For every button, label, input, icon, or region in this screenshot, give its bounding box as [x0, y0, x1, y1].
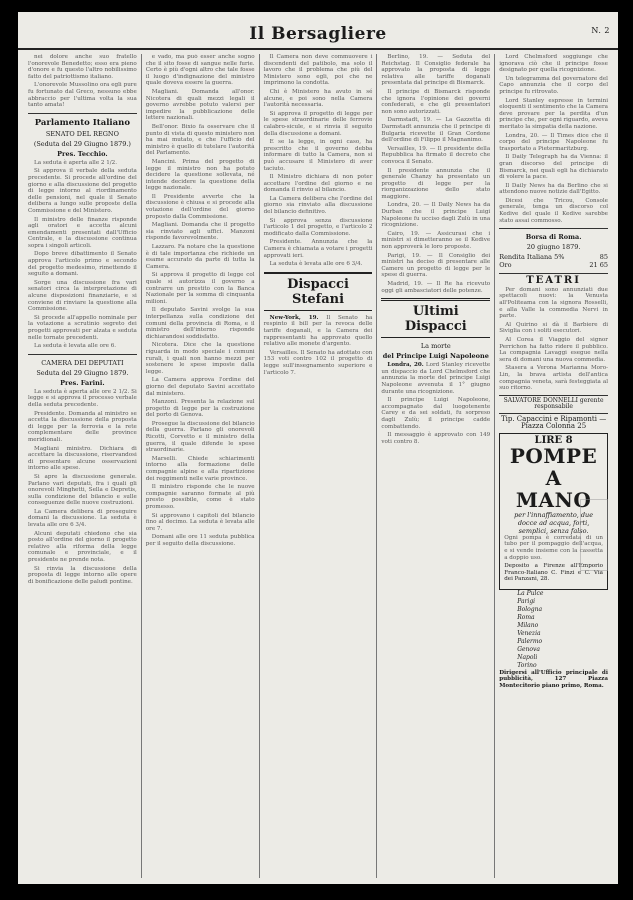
ultimi-first-city: Londra, 20. [387, 362, 424, 369]
advert-cities [517, 590, 608, 670]
city-3: Roma [517, 613, 535, 621]
city-0: La Pulce [517, 589, 544, 597]
rendita-label: Rendita Italiana 5% [499, 253, 565, 262]
oro-row [499, 261, 608, 269]
senato-seduta: (Seduta del 29 Giugno 1879.) [33, 139, 131, 148]
borsa-date: 20 giugno 1879. [526, 243, 581, 252]
dispacci-first-city: New-York, 19. [269, 314, 319, 321]
rendita-row [499, 253, 608, 261]
tipografia: Tip. Capaccini e Ripamonti — Piazza Colonna 25 [500, 414, 607, 430]
rendita-value: 85 [599, 253, 608, 262]
senato-heading: SENATO DEL REGNO [45, 129, 119, 138]
city-7: Genova [517, 645, 540, 653]
newspaper-page [18, 12, 618, 884]
ultimi-sub2: del Principe Luigi Napoleone [382, 352, 489, 361]
parlamento-heading: Parlamento Italiano [34, 117, 131, 128]
oro-value: 21 65 [589, 261, 608, 270]
city-6: Palermo [517, 637, 543, 645]
column-2: e vado, ma può esser anche sogno che il sito fosse di sangue nelle furie. Certo è più d'ogni altro che tale fosse il luogo d'indignazione del ministro quale doveva essere la guerra. Magliani. Domanda all'onor. Nicotera di quali mezzi legali il governo avrebbe potuto valersi per impedire la pubblicazione delle lettere nazionali. Bell'onor. Bixio fa osservare che il punto di vista di questo ministero non ha mai mutato, e che l'ufficio del ministro è quello di tutelare l'autorità del Parlamento. Mancini. Prima del progetto di legge il ministro non ha potuto decidere la questione sollevata, né intende decidere la questione della legge nazionale. Il Presidente avverte che la discussione è chiusa e si procede alla votazione dell'ordine del giorno proposto dalla Commissione. Magliani. Domanda che il progetto sia rinviato agli uffici. Manzoni risponde favorevolmente. Lazzaro. Fa notare che la questione è di tale importanza che richiede un esame accurato da parte di tutta la Camera. Si approva il progetto di legge col quale si autorizza il governo a contrarre un prestito con la Banca Nazionale per la somma di cinquanta milioni. Il deputato Savini svolge la sua interpellanza sulla condizione dei comuni della provincia di Roma, e il ministro dell'interno risponde dichiarandosi soddisfatto. Nicotera. Dice che la questione riguarda in modo speciale i comuni rurali, i quali non hanno mezzi per sostenere le spese imposte dalla legge. La Camera approva l'ordine del giorno del deputato Savini accettato dal ministero. Manzoni. Presenta la relazione sul progetto di legge per la costruzione del porto di Genova. Prosegue la discussione del bilancio della guerra. Parlano gli onorevoli Ricotti, Corvetto e il ministro della guerra, il quale difende le spese straordinarie. Marselli. Chiede schiarimenti intorno alla formazione delle compagnie alpine e alla ripartizione dei reggimenti nelle varie province. Il ministro risponde che le nuove compagnie saranno formate al più presto possibile, come è stato promesso. Si approvano i capitoli del bilancio fino al decimo. La seduta è levata alle ore 7. Domani alle ore 11 seduta pubblica per il seguito della discussione. [141, 54, 259, 878]
teatri-heading: TEATRI [526, 275, 581, 287]
newspaper-title: Il Bersagliere [249, 24, 387, 44]
masthead [18, 18, 618, 50]
city-8: Napoli [517, 653, 538, 661]
city-9: Torino [517, 661, 537, 669]
advert-desc: per l'innaffiamento, due docce ad acqua, forti, semplici, senza falso. [514, 510, 594, 535]
borsa-heading: Borsa di Roma. [525, 233, 582, 242]
columns [24, 54, 612, 878]
camera-president: Pres. Farini. [60, 378, 105, 387]
page-number: N. 2 [591, 26, 610, 35]
column-3: Il Camera non deve commuovere i discendenti del patibolo, ma solo il lavoro che il problema che più del Ministero sono egli, poi che ne imprimono la condotta. Chi è Ministero ha avuto in sé alcune, e poi sono nella Camera l'autorità necessaria. Si approva il progetto di legge per le spese straordinarie delle ferrovie calabro-sicule, e si rinvia il seguito della discussione a domani. E se la legge, in ogni caso, ha prescritto che il governo debba informare di tutto la Camera, non si può accusare il Ministero di aver taciuto. Il Ministro dichiara di non poter accettare l'ordine del giorno e ne domanda il rinvio al bilancio. La Camera delibera che l'ordine del giorno sia rinviato alla discussione del bilancio definitivo. Si approva senza discussione l'articolo 1 del progetto, e l'articolo 2 modificato dalla Commissione. Presidente. Annunzia che la Camera è chiamata a votare i progetti approvati ieri. La seduta è levata alle ore 6 3/4. Dispacci Stefani New-York, 19. Il Senato ha respinto il bill per la revoca delle tariffe doganali, e la Camera dei rappresentanti ha approvato quello relativo alle monete d'argento. Versailles. Il Senato ha adottato con 153 voti contro 102 il progetto di legge sull'insegnamento superiore e l'articolo 7. [259, 54, 377, 878]
column-5: Lord Chelmsford soggiunge che ignorava ciò che il principe fosse designato per quella ricognizione. Un telegramma del governatore del Capo annunzia che il corpo del principe fu ritrovato. Lord Stanley espresse in termini eloquenti il sentimento che la Camera deve provare per la perdita d'un principe che, per ogni riguardo, aveva meritato la simpatia della nazione. Londra, 20. — Il Times dice che il corpo del principe Napoleone fu trasportato a Pietermaritzburg. Il Daily Telegraph ha da Vienna: il gran discorso del principe di Bismarck, nei quali egli ha dichiarato di volere la pace. Il Daily News ha da Berlino che si attendono nuove notizie dall'Egitto. Dicesi che Tricou, Console generale, tenga un discorso col Kedive del quale il Kedive sarebbe stato assai commosso. Borsa di Roma. 20 giugno 1879. Rendita Italiana 5% 85 Oro 21 65 TEATRI Per domani sono annunziati due spettacoli nuovi: la Venusta all'Politeama con la signora Rosselli, e alla Valle la commedia Nervi in parte. Al Quirino si dà il Barbiere di Siviglia con i soliti esecutori. Al Corea il Viaggio del signor Perrichon ha fatto ridere il pubblico. La compagnia Lavaggi esegue nella sera di domani una nuova commedia. Stasera a Verona Marianna Moro-Lin, la brava artista dell'antica compagnia veneta, sarà festeggiata al suo ritorno. SALVATORE DONNELLI gerente responsabile Tip. Capaccini e Ripamonti — Piazza Colonna 25 LIRE 8 POMPE A MANO per l'innaffiamento, due docce ad acqua, forti, semplici, senza falso. Ogni pompa è corredata di un tubo per il pompaggio dell'acqua, e si vende insieme con la cassetta a doppio uso. Deposito a Firenze all'Emporio Franco-Italiano C. Finzi e C. Via dei Panzani, 28. La Pulce Parigi Bologna Roma Milano Venezia Palermo Genova Napoli Torino Dirigersi all'Ufficio principale di pubblicità, 127 Piazza Montecitorio piano primo, Roma. [494, 54, 612, 878]
ultimi-sub1: La morte [420, 342, 451, 351]
camera-heading: CAMERA DEI DEPUTATI [41, 358, 124, 367]
column-1: nei dolore anche suo fratello l'onorevole Benedetto; esso era pieno d'onore e fu questo l'altro nobilissimo fatto del patriottismo italiano. L'onorevole Mussolino ora egli pure fu fortunato dal Greco, nessuno ebbe abbraccio per l'ultima volta la sua tanto amata! Parlamento Italiano SENATO DEL REGNO (Seduta del 29 Giugno 1879.) Pres. Tecchio. La seduta è aperta alle 2 1/2. Si approva il verbale della seduta precedente. Si procede all'ordine del giorno e alla discussione del progetto di legge intorno al riordinamento delle pensioni, nel quale il Senato delibera a lungo sulle proposte della Commissione e del Ministero. Il ministro delle finanze risponde agli oratori e accetta alcuni emendamenti presentati dall'Ufficio Centrale, e la discussione continua sopra i singoli articoli. Dopo breve dibattimento il Senato approva l'articolo primo e secondo del progetto medesimo, rimettendo il seguito a domani. Sorge una discussione fra vari senatori circa la interpretazione di alcune disposizioni finanziarie, e si conviene di rinviare la questione alla Commissione. Si procede all'appello nominale per la votazione a scrutinio segreto dei progetti approvati per alzata e seduta nelle tornate precedenti. La seduta è levata alle ore 6. CAMERA DEI DEPUTATI Seduta del 29 Giugno 1879. Pres. Farini. La seduta è aperta alle ore 2 1/2. Si legge e si approva il processo verbale della seduta precedente. Presidente. Domanda al ministro se accetta la discussione della proposta di legge per la ferrovia e la rete complementare delle province meridionali. Magliani ministro. Dichiara di accettare la discussione, riservandosi di presentare alcune osservazioni intorno alle spese. Si apre la discussione generale. Parlano vari deputati, fra i quali gli onorevoli Minghetti, Sella e Depretis, sulla condizione del bilancio e sulle conseguenze delle nuove costruzioni. La Camera delibera di proseguire domani la discussione. La seduta è levata alle ore 6 3/4. Alcuni deputati chiedono che sia posto all'ordine del giorno il progetto relativo alla riforma della legge comunale e provinciale, e il presidente ne prende nota. Si rinvia la discussione della proposta di legge intorno alle opere di bonificazione delle paludi pontine. [28, 54, 137, 585]
gerente: SALVATORE DONNELLI gerente responsabile [499, 395, 608, 414]
advert-lire: LIRE 8 [534, 435, 573, 447]
city-5: Venezia [517, 629, 541, 637]
dispacci-stefani-heading: Dispacci Stefani [264, 272, 373, 311]
senato-president: Pres. Tecchio. [57, 149, 108, 158]
advert-deposito: Deposito a Firenze all'Emporio Franco-Italiano C. Finzi e C. Via dei Panzani, 28. [504, 563, 603, 583]
city-2: Bologna [517, 605, 543, 613]
camera-seduta: Seduta del 29 Giugno 1879. [36, 368, 129, 377]
oro-label: Oro [499, 261, 512, 270]
advert-pompe: POMPE A MANO [509, 443, 598, 512]
city-4: Milano [517, 621, 539, 629]
city-1: Parigi [517, 597, 536, 605]
column-4: Berlino, 19. — Seduta del Reichstag. Il Consiglio federale ha approvato la proposta di legge relativa alle tariffe doganali presentata dal principe di Bismarck. Il principe di Bismarck risponde che ignora l'opinione dei governi confederati, e che gli presentatori non sono autorizzati. Darmstadt, 19. — La Gazzetta di Darmstadt annunzia che il principe di Bulgaria ricevette il Gran Cordone dell'ordine di Filippo il Magnanimo. Versailles, 19. — Il presidente della Repubblica ha firmato il decreto che convoca il Senato. Il presidente annunzia che il generale Chanzy ha presentato un progetto di legge per la riorganizzazione dello stato maggiore. Londra, 20. — Il Daily News ha da Durban che il principe Luigi Napoleone fu ucciso dagli Zulù in una ricognizione. Cairo, 19. — Assicurasi che i ministri si dimetteranno se il Kedive non approverà le loro proposte. Parigi, 19. — Il Consiglio dei ministri ha deciso di presentare alle Camere un progetto di legge per le spese di guerra. Madrid, 19. — Il Re ha ricevuto oggi gli ambasciatori delle potenze. Ultimi Dispacci La morte del Principe Luigi Napoleone Londra, 20. Lord Stanley ricevette un dispaccio da Lord Chelmsford che annunzia la morte del principe Luigi Napoleone avvenuta il 1° giugno durante una ricognizione. Il principe Luigi Napoleone, accompagnato dal luogotenente Carey e da sei soldati, fu sorpreso dagli Zulù; il principe cadde combattendo. Il messaggio è approvato con 149 voti contro 8. [376, 54, 494, 878]
advert-box: LIRE 8 POMPE A MANO per l'innaffiamento, due docce ad acqua, forti, semplici, senza falso. Ogni pompa è corredata di un tubo per il pompaggio dell'acqua, e si vende insieme con la cassetta a doppio uso. Deposito a Firenze all'Emporio Franco-Italiano C. Finzi e C. Via dei Panzani, 28. [499, 433, 608, 590]
ultimi-dispacci-heading: Ultimi Dispacci [381, 298, 490, 338]
advert-footer: Dirigersi all'Ufficio principale di pubblicità, 127 Piazza Montecitorio piano primo, Roma. [499, 669, 608, 690]
stamp-mark [580, 499, 608, 571]
